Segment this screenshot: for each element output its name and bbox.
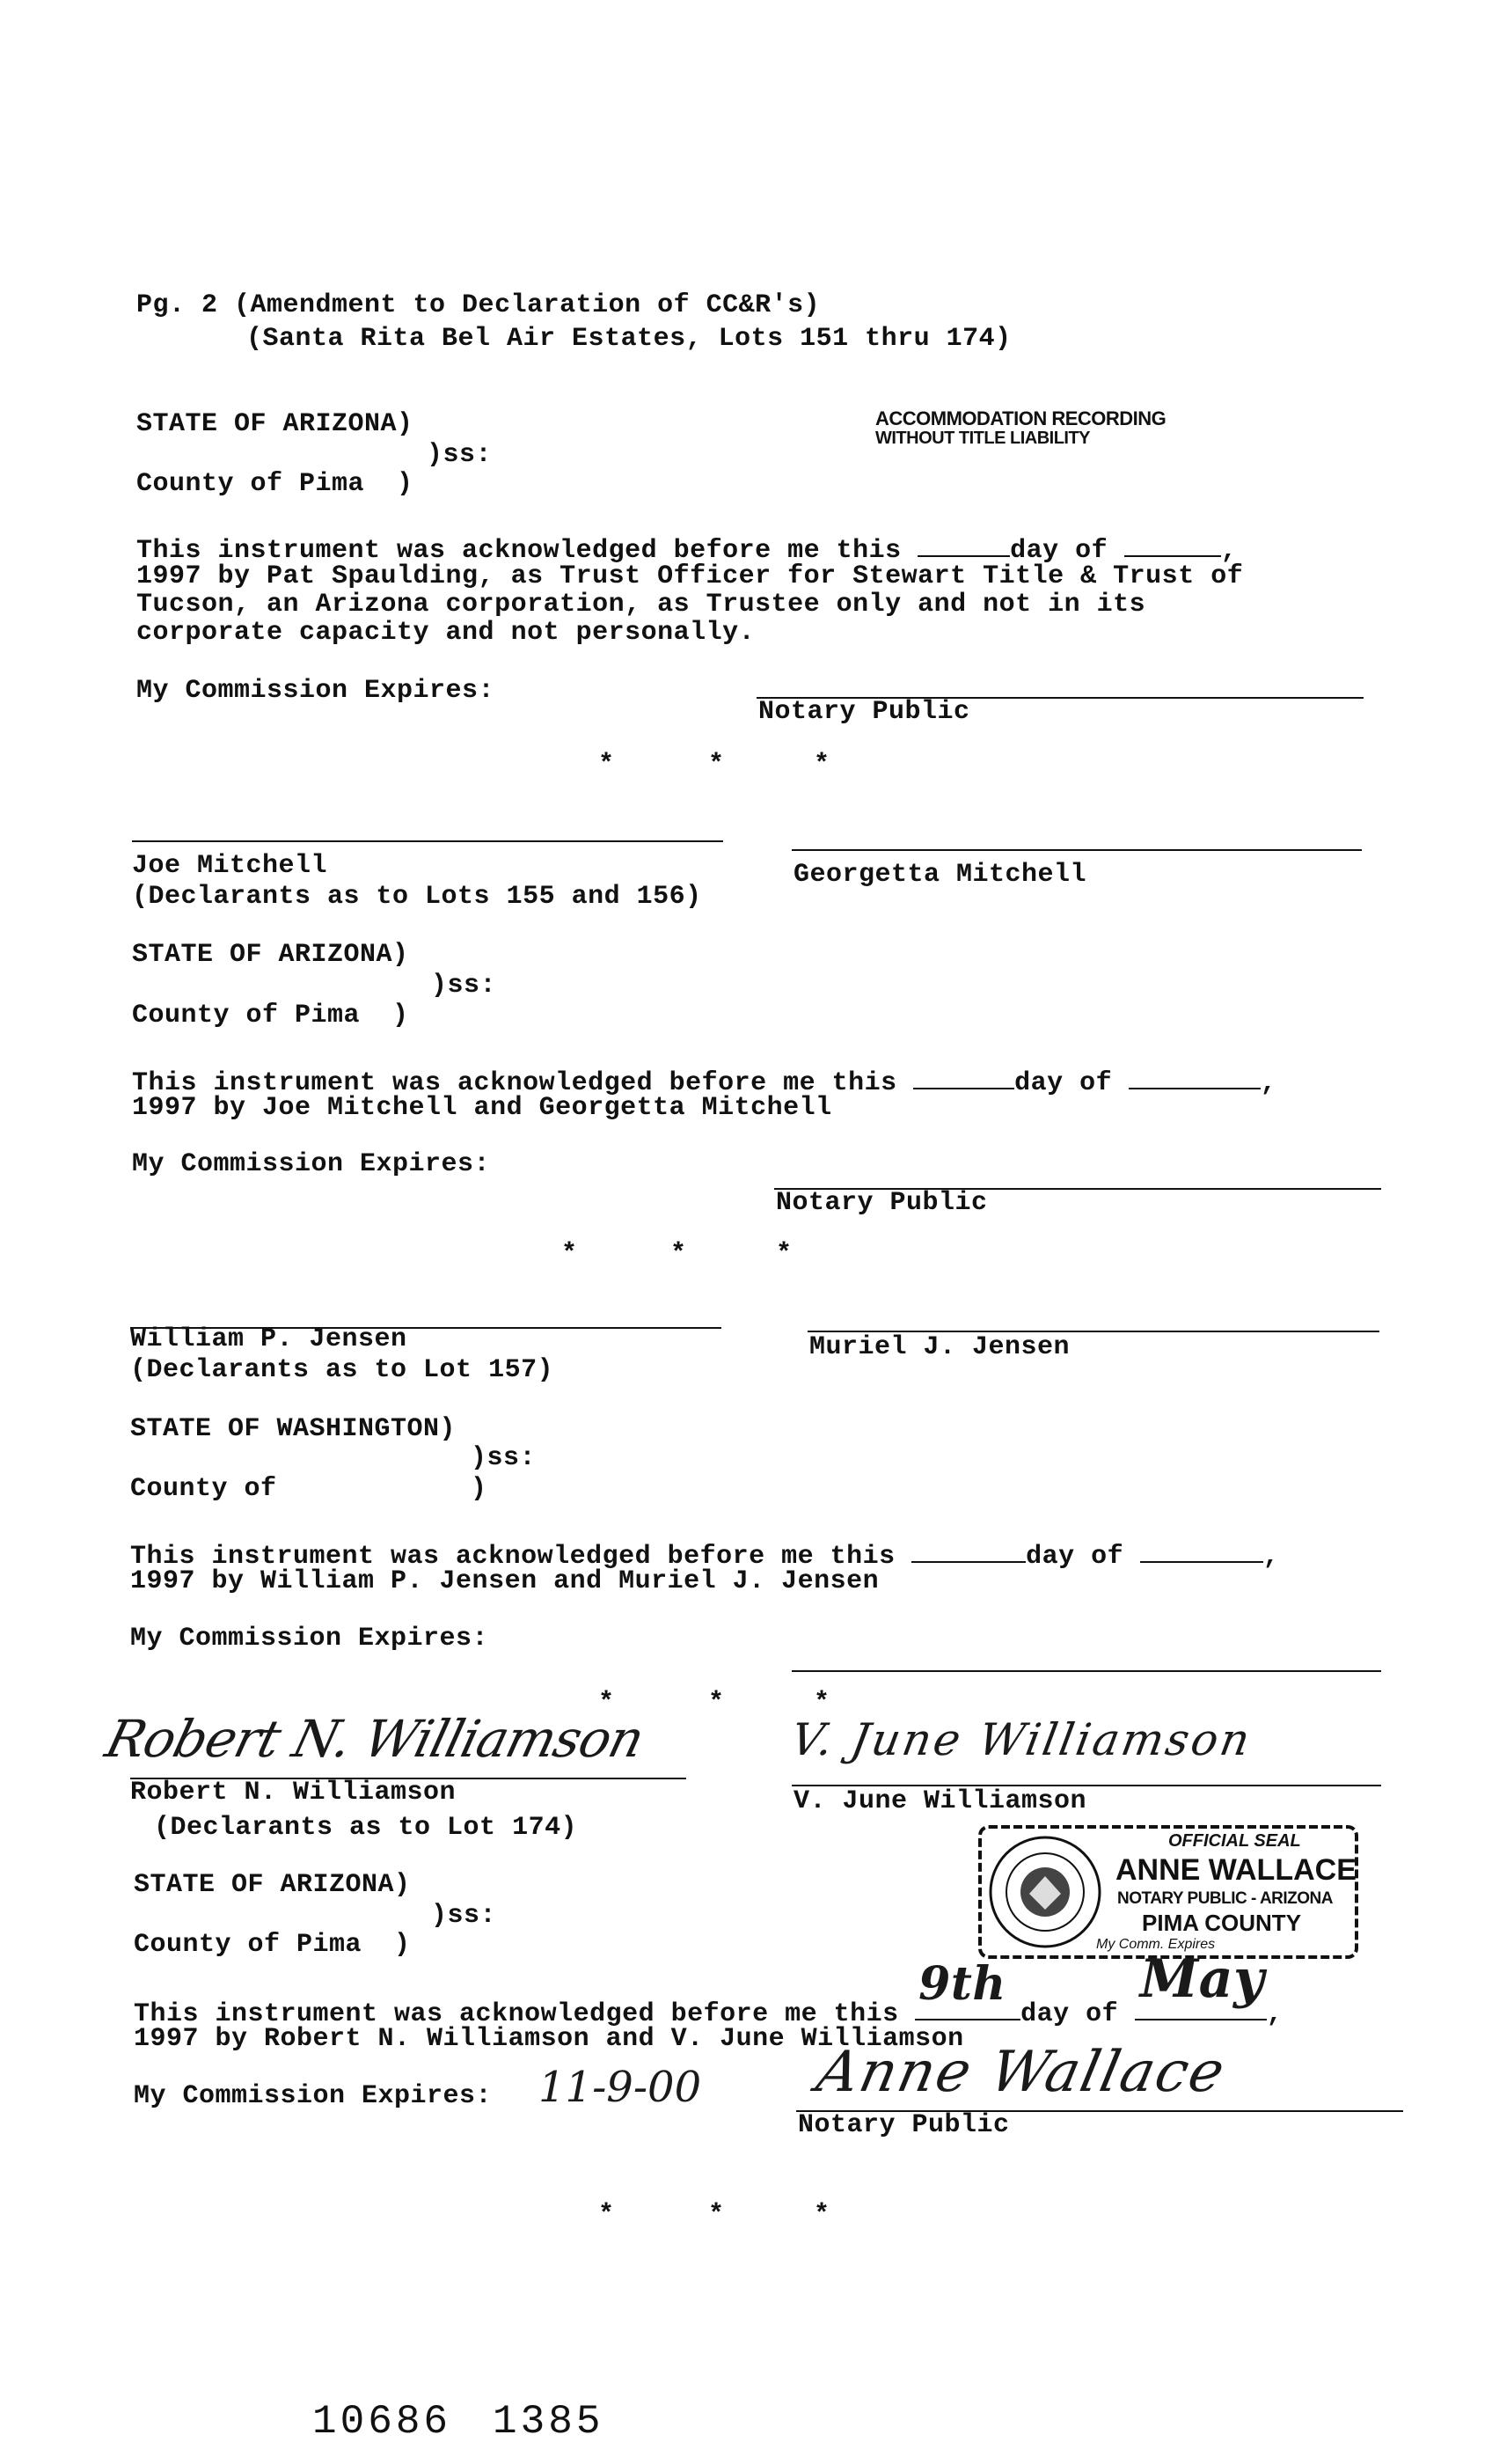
state-line: STATE OF ARIZONA) [132, 940, 409, 970]
declarants-note: (Declarants as to Lots 155 and 156) [132, 882, 702, 912]
page-number: 1385 [493, 2399, 604, 2445]
ack-line-4: corporate capacity and not personally. [136, 618, 756, 648]
ss-line: )ss: [427, 440, 493, 470]
notary-signature-anne-wallace: Anne Wallace [811, 2040, 1232, 2105]
signer-name: V. June Williamson [794, 1786, 1087, 1816]
accommodation-stamp-line-1: ACCOMMODATION RECORDING [875, 407, 1167, 429]
signature-june-williamson: V. June Williamson [786, 1714, 1256, 1765]
separator-star: * [598, 750, 615, 780]
seal-role: NOTARY PUBLIC - ARIZONA [1117, 1889, 1333, 1908]
ss-line: )ss: [431, 1901, 497, 1931]
signer-name: Muriel J. Jensen [809, 1332, 1071, 1362]
month-blank [1124, 532, 1221, 557]
seal-name: ANNE WALLACE [1115, 1853, 1357, 1887]
ack-line-2: 1997 by Robert N. Williamson and V. June Williamson [134, 2024, 964, 2054]
header-line-2: (Santa Rita Bel Air Estates, Lots 151 thru 174) [246, 324, 1012, 354]
separator-star: * [708, 750, 725, 780]
commission-expires: My Commission Expires: [136, 676, 495, 706]
separator-star: * [708, 1688, 725, 1718]
signer-name: Robert N. Williamson [130, 1778, 457, 1808]
county-line: County of Pima ) [132, 1001, 409, 1030]
declarants-note: (Declarants as to Lot 157) [130, 1355, 554, 1385]
day-blank [918, 532, 1010, 557]
signer-name: Joe Mitchell [132, 851, 328, 881]
ack-line-1: This instrument was acknowledged before me this 9th day of May , [134, 1948, 1284, 2029]
commission-expires: My Commission Expires: [132, 1149, 491, 1179]
day-blank [913, 1065, 1014, 1089]
handwritten-day: 9th [918, 1957, 1006, 2011]
handwritten-commission-date: 11-9-00 [538, 2063, 702, 2112]
county-paren: ) [471, 1474, 487, 1504]
signature-line [792, 849, 1362, 851]
signer-name: Georgetta Mitchell [794, 860, 1087, 890]
ack-line-2: 1997 by William P. Jensen and Muriel J. Jensen [130, 1566, 880, 1596]
ack-line-1: This instrument was acknowledged before me this day of , [136, 532, 1237, 566]
ss-line: )ss: [431, 971, 497, 1001]
separator-star: * [670, 1239, 687, 1269]
docket-number: 10686 [312, 2399, 452, 2445]
notary-public-label: Notary Public [776, 1188, 988, 1218]
month-blank [1135, 1948, 1267, 2020]
handwritten-month: May [1139, 1948, 1265, 2010]
day-blank [915, 1957, 1020, 2020]
state-line: STATE OF ARIZONA) [134, 1870, 411, 1900]
separator-star: * [598, 2200, 615, 2230]
state-line: STATE OF ARIZONA) [136, 409, 413, 439]
separator-star: * [814, 1688, 830, 1718]
separator-star: * [561, 1239, 578, 1269]
ss-line: )ss: [471, 1443, 537, 1473]
county-line: County of Pima ) [136, 469, 413, 499]
signature-robert-williamson: Robert N. Williamson [99, 1709, 650, 1769]
month-blank [1140, 1538, 1263, 1563]
separator-star: * [814, 750, 830, 780]
seal-expires: My Comm. Expires [1096, 1937, 1216, 1952]
signature-line [132, 840, 723, 842]
official-seal-stamp [975, 1822, 1362, 1962]
declarants-note: (Declarants as to Lot 174) [154, 1813, 578, 1843]
state-line: STATE OF WASHINGTON) [130, 1414, 457, 1444]
separator-star: * [776, 1239, 793, 1269]
ack-line-2: 1997 by Pat Spaulding, as Trust Officer for Stewart Title & Trust of [136, 561, 1244, 591]
ack-line-3: Tucson, an Arizona corporation, as Trustee only and not in its [136, 590, 1146, 620]
ack-line-1: This instrument was acknowledged before me this day of , [130, 1538, 1279, 1572]
county-line: County of Pima ) [134, 1930, 411, 1960]
separator-star: * [814, 2200, 830, 2230]
commission-expires: My Commission Expires: [134, 2081, 493, 2111]
commission-expires: My Commission Expires: [130, 1624, 489, 1654]
accommodation-stamp-line-2: WITHOUT TITLE LIABILITY [875, 429, 1091, 448]
separator-star: * [708, 2200, 725, 2230]
notary-public-label: Notary Public [798, 2110, 1010, 2140]
seal-title: OFFICIAL SEAL [1168, 1831, 1301, 1851]
signer-name: William P. Jensen [130, 1324, 407, 1354]
ack-line-2: 1997 by Joe Mitchell and Georgetta Mitchell [132, 1093, 832, 1123]
separator-star: * [598, 1688, 615, 1718]
notary-public-label: Notary Public [758, 697, 970, 727]
header-line-1: Pg. 2 (Amendment to Declaration of CC&R's) [136, 290, 821, 320]
ack-line-1: This instrument was acknowledged before me this day of , [132, 1065, 1276, 1098]
day-blank [911, 1538, 1026, 1563]
seal-county: PIMA COUNTY [1142, 1910, 1302, 1936]
county-line: County of [130, 1474, 277, 1504]
month-blank [1129, 1065, 1261, 1089]
notary-signature-line [792, 1670, 1381, 1672]
